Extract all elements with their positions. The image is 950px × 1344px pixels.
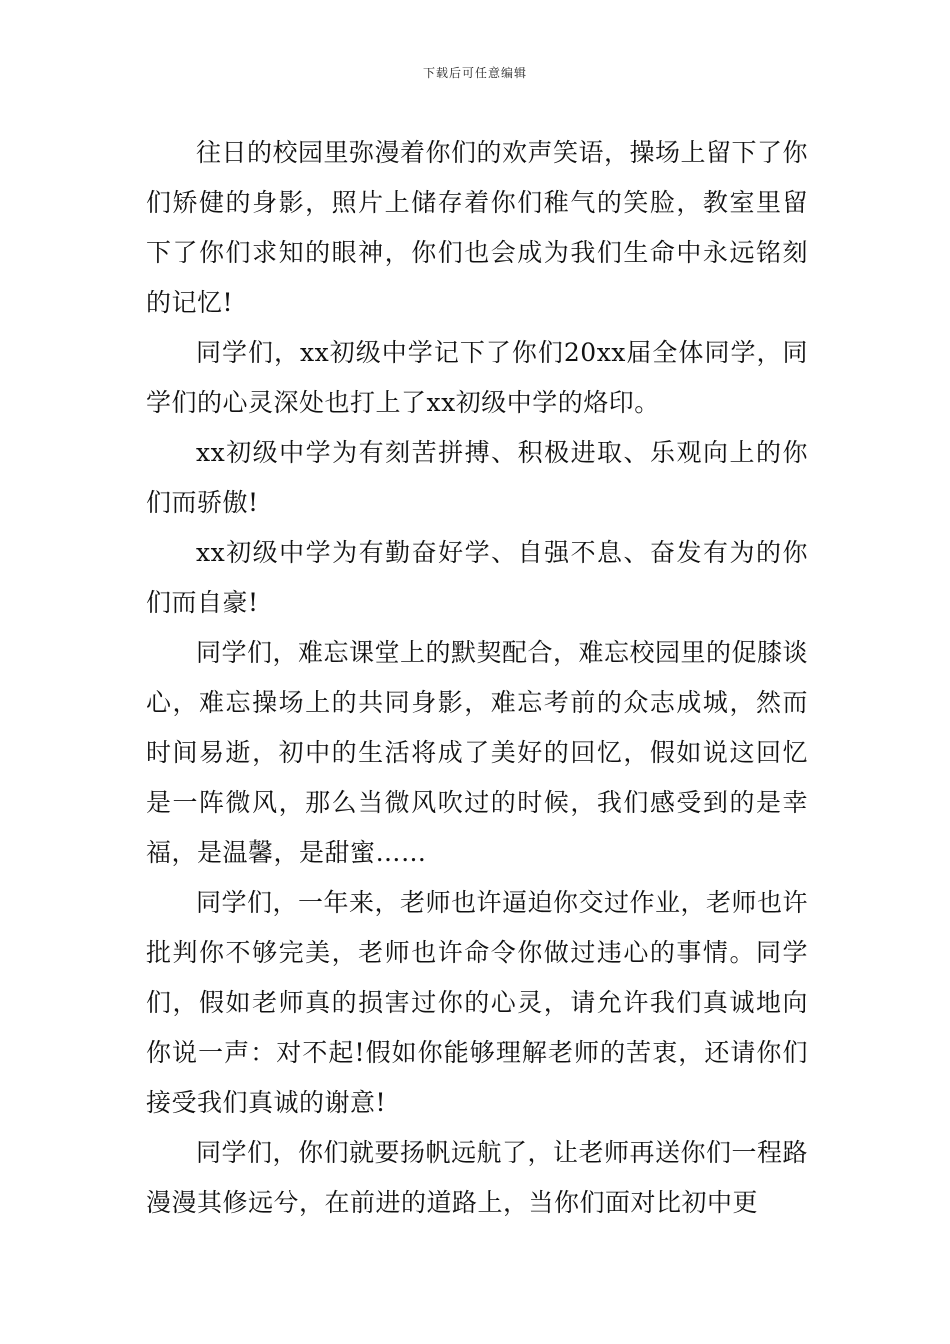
paragraph-proud: xx初级中学为有刻苦拼搏、积极进取、乐观向上的你们而骄傲! [146,438,808,517]
paragraph-apology-thanks: 同学们，一年来，老师也许逼迫你交过作业，老师也许批判你不够完美，老师也许命令你做过违心的事情。同学们，假如老师真的损害过你的心灵，请允许我们真诚地向你说一声：对不起!假如你能够理解老师的苦衷，还请你们接受我们真诚的谢意! [146,888,809,1117]
page-header-note: 下载后可任意编辑 [422,66,527,80]
document-body [146,128,808,1228]
paragraph-self-pride: xx初级中学为有勤奋好学、自强不息、奋发有为的你们而自豪! [146,538,808,617]
paragraph-unforgettable: 同学们，难忘课堂上的默契配合，难忘校园里的促膝谈心，难忘操场上的共同身影，难忘考前的众志成城，然而时间易逝，初中的生活将成了美好的回忆，假如说这回忆是一阵微风，那么当微风吹过的时候，我们感受到的是幸福，是温馨，是甜蜜…… [146,638,809,867]
paragraph-campus-memories: 往日的校园里弥漫着你们的欢声笑语，操场上留下了你们矫健的身影，照片上储存着你们稚气的笑脸，教室里留下了你们求知的眼神，你们也会成为我们生命中永远铭刻的记忆! [146,138,809,317]
paragraph-school-imprint: 同学们，xx初级中学记下了你们20xx届全体同学，同学们的心灵深处也打上了xx初级中学的烙印。 [146,338,808,417]
paragraph-farewell: 同学们，你们就要扬帆远航了，让老师再送你们一程路漫漫其修远兮，在前进的道路上，当你们面对比初中更 [146,1138,809,1217]
